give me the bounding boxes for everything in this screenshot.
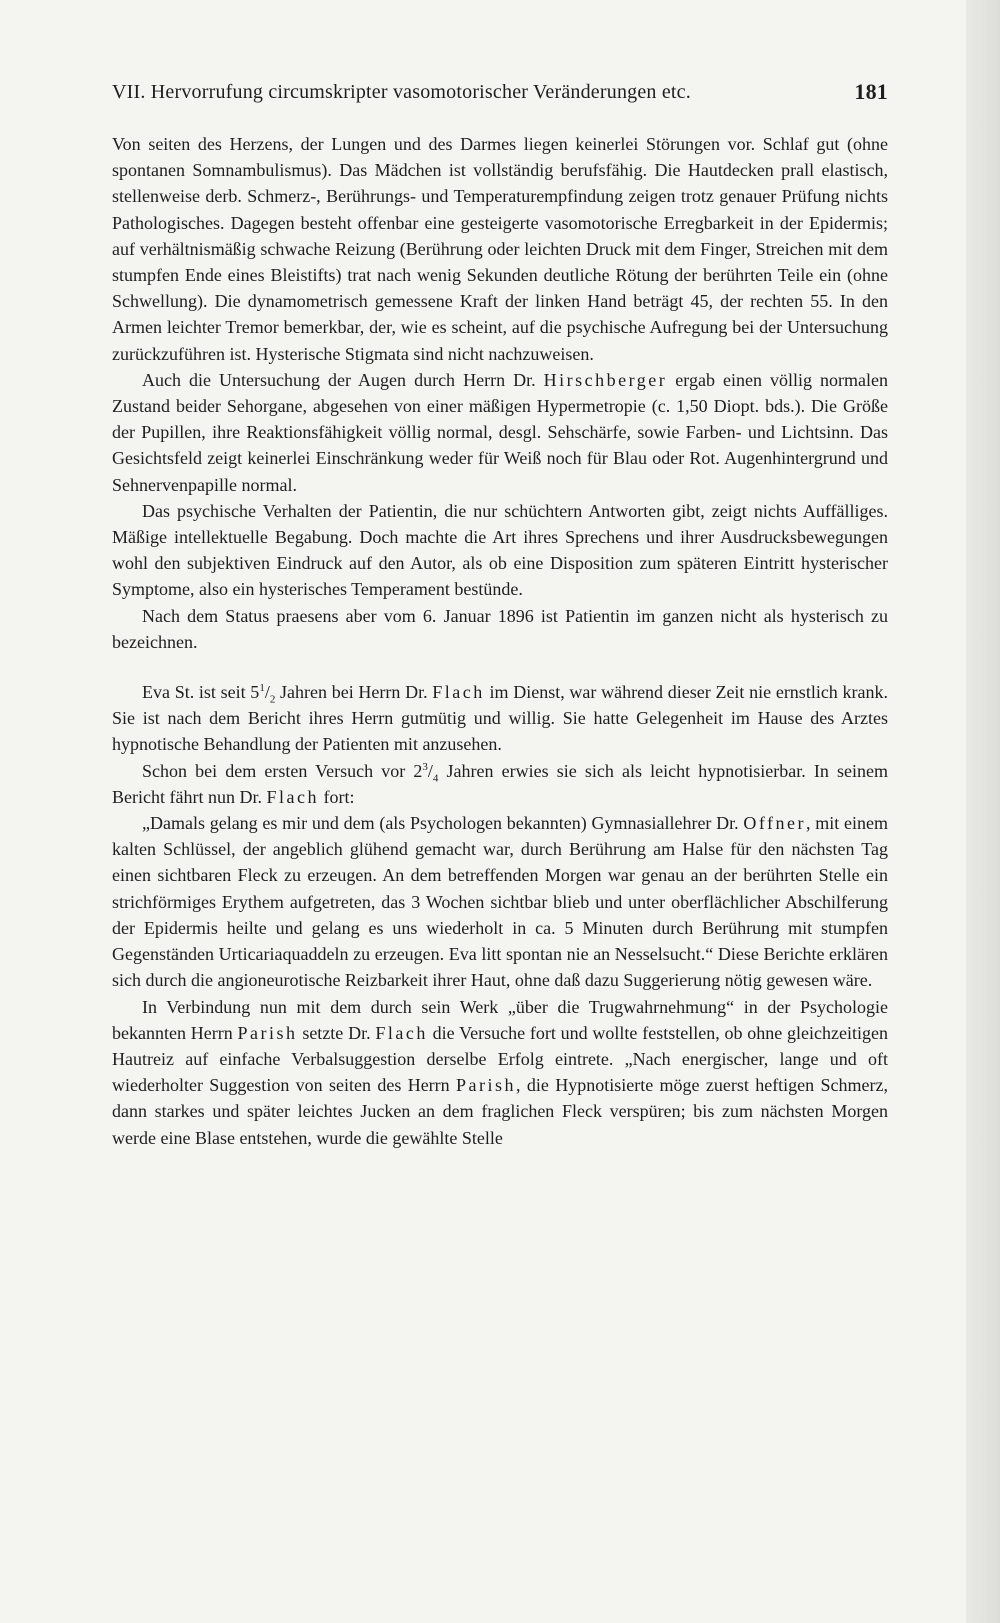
fraction-denominator: 4 (432, 772, 439, 785)
page-number: 181 (854, 79, 888, 104)
person-name: Offner (743, 813, 807, 834)
paragraph-7-text-a: „Damals gelang es mir und dem (als Psychologen bekannten) Gymnasiallehrer Dr. (142, 813, 744, 834)
paragraph-5-text-c: im Dienst, war während dieser Zeit nie ernstlich krank. Sie ist nach dem Bericht ihres Herrn gutmütig und willig. Sie hatte Gelegenheit im Hause des Arztes hypnotische Behandlung der Patienten mit anzusehen. (112, 682, 888, 755)
paragraph-3: Das psychische Verhalten der Patientin, die nur schüchtern Antworten gibt, zeigt nichts Auffälliges. Mäßige intellektuelle Begabung. Doch machte die Art ihres Sprechens und ihrer Ausdrucksbewegungen wohl den subjektiven Eindruck auf den Autor, als ob eine Disposition zum späteren Eintritt hysterischer Symptome, also ein hysterisches Temperament bestünde. (112, 500, 888, 600)
paragraph-2 (112, 367, 888, 498)
paragraph-8-text-c: die Versuche fort und wollte feststellen, ob ohne gleichzeitigen Hautreiz auf einfache Verbalsuggestion derselbe Erfolg eintrete. „Nach energischer, lange und oft wiederholter Suggestion von seiten des Herrn (112, 1022, 888, 1096)
paragraph-4: Nach dem Status praesens aber vom 6. Januar 1896 ist Patientin im ganzen nicht als hysterisch zu bezeichnen. (112, 605, 888, 652)
paragraph-8-text-a: In Verbindung nun mit dem durch sein Werk „über die Trugwahrnehmung“ in der Psychologie bekannten Herrn (112, 996, 888, 1043)
person-name: Parish (456, 1075, 517, 1096)
page-edge-shadow (966, 0, 1000, 1623)
body-text (112, 131, 888, 1151)
paragraph-5: Eva St. ist seit $5^1/_2$ Jahren bei Herrn Dr. Flach im Dienst, war während dieser Zeit nie ernstlich krank. Sie ist nach dem Bericht ihres Herrn gutmütig und willig. Sie hatte Gelegenheit im Hause des Arztes hypnotische Behandlung der Patienten mit anzusehen. (112, 682, 888, 755)
paragraph-6-text-a: Schon bei dem ersten Versuch vor 2 (142, 760, 423, 781)
paragraph-8 (112, 994, 888, 1151)
fraction-numerator: 3 (422, 760, 428, 773)
person-name: Parish (237, 1022, 298, 1043)
paragraph-8-text-b: setzte Dr. (297, 1022, 376, 1043)
paragraph-6-text-b: Jahren erwies sie sich als leicht hypnotisierbar. In seinem Bericht fährt nun Dr. (112, 760, 888, 807)
person-name: Flach (432, 682, 485, 703)
paragraph-2-text-b: ergab einen völlig normalen Zustand beider Sehorgane, abgesehen von einer mäßigen Hypermetropie (c. 1,50 Diopt. bds.). Die Größe der Pupillen, ihre Reaktionsfähigkeit völlig normal, desgl. Sehschärfe, sowie Farben- und Lichtsinn. Das Gesichtsfeld zeigt keinerlei Einschränkung weder für Weiß noch für Blau oder Rot. Augenhintergrund und Sehnervenpapille normal. (112, 369, 888, 495)
paragraph-5-text-a: Eva St. ist seit 5 (142, 682, 260, 703)
fraction-numerator: 1 (259, 682, 265, 695)
paragraph-7-text-b: , mit einem kalten Schlüssel, der angeblich glühend gemacht war, durch Berührung am Halse für den nächsten Tag einen sichtbaren Fleck zu erzeugen. An dem betreffenden Morgen war genau an der berührten Stelle ein strichförmiges Erythem aufgetreten, das 3 Wochen sichtbar blieb und unter oberflächlicher Abschilferung der Epidermis heilte und gelang es uns wiederholt in ca. 5 Minuten durch Berührung mit stumpfen Gegenständen Urticariaquaddeln zu erzeugen. Eva litt spontan nie an Nesselsucht.“ Diese Berichte erklären sich durch die angioneurotische Reizbarkeit ihrer Haut, ohne daß dazu Suggerierung nötig gewesen wäre. (112, 813, 888, 991)
person-name: Flach (266, 786, 319, 807)
paragraph-7 (112, 810, 888, 993)
section-gap (112, 655, 888, 679)
paragraph-6: Schon bei dem ersten Versuch vor $2^3/_4$ Jahren erwies sie sich als leicht hypnotisierbar. In seinem Bericht fährt nun Dr. Flach fort: (112, 760, 888, 807)
running-header (112, 72, 888, 112)
paragraph-1: Von seiten des Herzens, der Lungen und des Darmes liegen keinerlei Störungen vor. Schlaf gut (ohne spontanen Somnambulismus). Das Mädchen ist vollständig berufsfähig. Die Hautdecken prall elastisch, stellenweise derb. Schmerz-, Berührungs- und Temperaturempfindung zeigen trotz genauer Prüfung nichts Pathologisches. Dagegen besteht offenbar eine gesteigerte vasomotorische Erregbarkeit in der Epidermis; auf verhältnismäßig schwache Reizung (Berührung oder leichten Druck mit dem Finger, Streichen mit dem stumpfen Ende eines Bleistifts) trat nach wenig Sekunden deutliche Rötung der berührten Teile ein (ohne Schwellung). Die dynamometrisch gemessene Kraft der linken Hand beträgt 45, der rechten 55. In den Armen leichter Tremor bemerkbar, der, wie es scheint, auf die psychische Aufregung bei der Untersuchung zurückzuführen ist. Hysterische Stigmata sind nicht nachzuweisen. (112, 134, 888, 364)
person-name: Flach (375, 1022, 428, 1043)
paragraph-6-text-c: fort: (318, 786, 355, 807)
header-title: VII. Hervorrufung circumskripter vasomotorischer Veränderungen etc. (112, 81, 691, 103)
person-name: Hirschberger (543, 369, 668, 390)
paragraph-5-text-b: Jahren bei Herrn Dr. (275, 682, 433, 703)
paragraph-2-text-a: Auch die Untersuchung der Augen durch Herrn Dr. (142, 369, 544, 390)
paragraph-8-text-d: , die Hypnotisierte möge zuerst heftigen Schmerz, dann starkes und später leichtes Jucken an dem fraglichen Fleck verspüren; bis zum nächsten Morgen werde eine Blase entstehen, wurde die gewählte Stelle (112, 1075, 888, 1148)
fraction-denominator: 2 (269, 693, 276, 706)
